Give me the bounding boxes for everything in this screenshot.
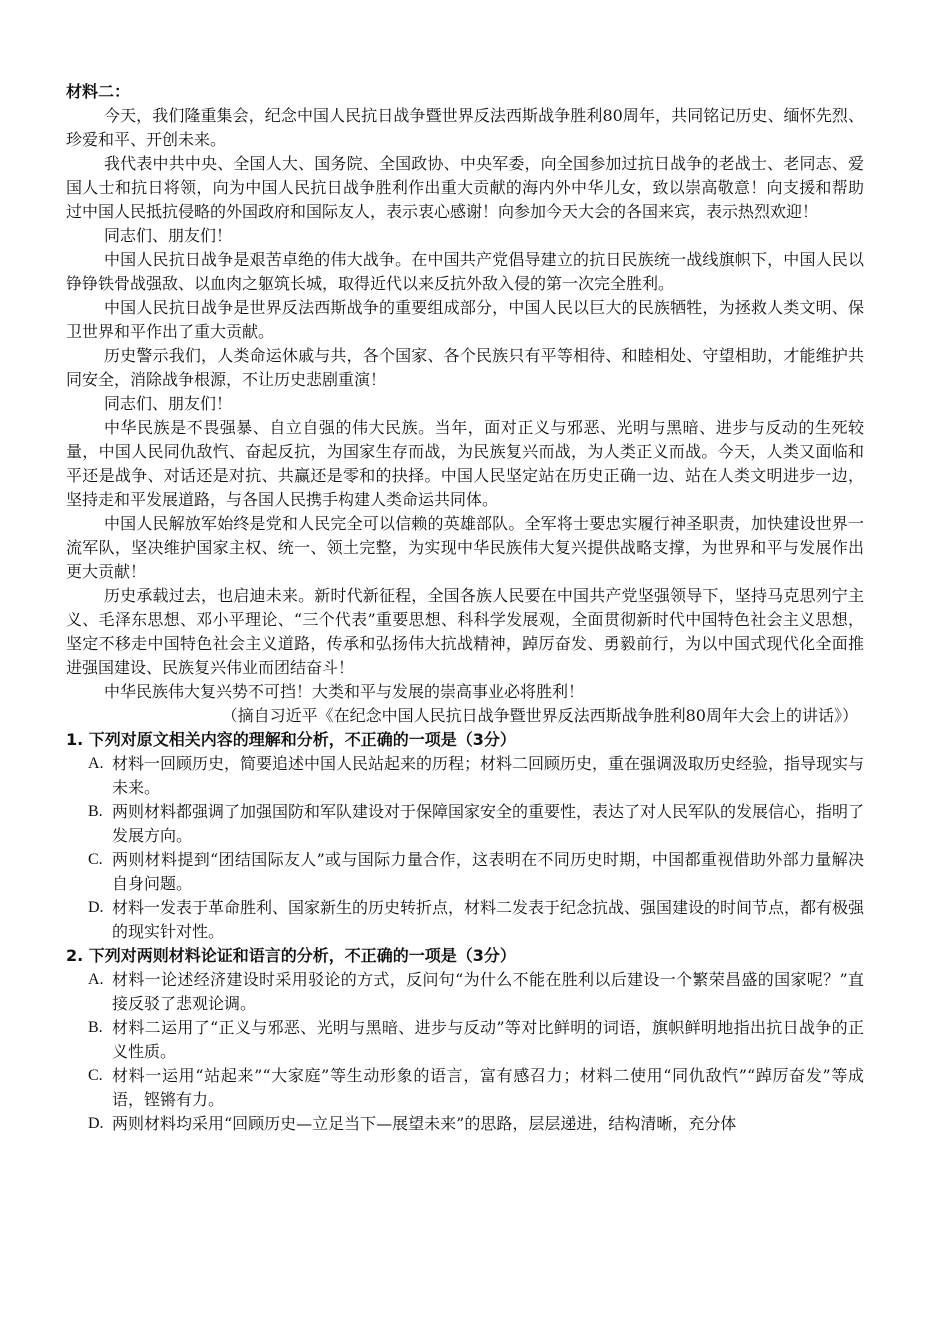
question-2-option-a	[66, 968, 864, 1016]
document-body	[66, 80, 864, 1136]
question-1-option-c	[66, 848, 864, 896]
option-text: 两则材料都强调了加强国防和军队建设对于保障国家安全的重要性，表达了对人民军队的发展信心，指明了发展方向。	[112, 802, 865, 845]
paragraph: 中华民族是不畏强暴、自立自强的伟大民族。当年，面对正义与邪恶、光明与黑暗、进步与反动的生死较量，中国人民同仇敌忾、奋起反抗，为国家生存而战，为民族复兴而战，为人类正义而战。今天，人类又面临和平还是战争、对话还是对抗、共赢还是零和的抉择。中国人民坚定站在历史正确一边、站在人类文明进步一边，坚持走和平发展道路，与各国人民携手构建人类命运共同体。	[66, 418, 864, 509]
question-2-option-d	[66, 1112, 864, 1136]
option-letter: B.	[88, 1019, 103, 1036]
paragraph: 同志们、朋友们！	[104, 394, 233, 413]
option-letter: A.	[88, 971, 104, 988]
material-title: 材料二：	[66, 82, 131, 101]
option-letter: C.	[88, 851, 103, 868]
question-1-option-d	[66, 896, 864, 944]
question-2-option-b	[66, 1016, 864, 1064]
option-letter: D.	[88, 899, 104, 916]
paragraph: 中华民族伟大复兴势不可挡！大类和平与发展的崇高事业必将胜利！	[104, 682, 585, 701]
question-2-stem: 2. 下列对两则材料论证和语言的分析，不正确的一项是（3分）	[66, 946, 516, 965]
option-text: 两则材料均采用“回顾历史—立足当下—展望未来”的思路，层层递进，结构清晰，充分体	[112, 1114, 737, 1133]
option-letter: D.	[88, 1115, 104, 1132]
question-1-option-b	[66, 800, 864, 848]
option-text: 材料二运用了“正义与邪恶、光明与黑暗、进步与反动”等对比鲜明的词语，旗帜鲜明地指出抗日战争的正义性质。	[112, 1018, 864, 1061]
option-text: 两则材料提到“团结国际友人”或与国际力量合作，这表明在不同历史时期，中国都重视借助外部力量解决自身问题。	[112, 850, 864, 893]
paragraph: 中国人民解放军始终是党和人民完全可以信赖的英雄部队。全军将士要忠实履行神圣职责，加快建设世界一流军队，坚决维护国家主权、统一、领土完整，为实现中华民族伟大复兴提供战略支撑，为世界和平与发展作出更大贡献！	[66, 514, 864, 581]
citation: （摘自习近平《在纪念中国人民抗日战争暨世界反法西斯战争胜利80周年大会上的讲话》）	[221, 706, 858, 725]
option-text: 材料一运用“站起来”“大家庭”等生动形象的语言，富有感召力；材料二使用“同仇敌忾”“踔厉奋发”等成语，铿锵有力。	[112, 1066, 864, 1109]
paragraph: 同志们、朋友们！	[104, 226, 233, 245]
question-1-option-a	[66, 752, 864, 800]
paragraph: 中国人民抗日战争是世界反法西斯战争的重要组成部分，中国人民以巨大的民族牺牲，为拯救人类文明、保卫世界和平作出了重大贡献。	[66, 298, 864, 341]
paragraph: 我代表中共中央、全国人大、国务院、全国政协、中央军委，向全国参加过抗日战争的老战士、老同志、爱国人士和抗日将领，向为中国人民抗日战争胜利作出重大贡献的海内外中华儿女，致以崇高敬意！向支援和帮助过中国人民抵抗侵略的外国政府和国际友人，表示衷心感谢！向参加今天大会的各国来宾，表示热烈欢迎！	[66, 154, 864, 221]
paragraph: 今天，我们隆重集会，纪念中国人民抗日战争暨世界反法西斯战争胜利80周年，共同铭记历史、缅怀先烈、珍爱和平、开创未来。	[66, 106, 864, 149]
paragraph: 历史警示我们，人类命运休戚与共，各个国家、各个民族只有平等相待、和睦相处、守望相助，才能维护共同安全，消除战争根源，不让历史悲剧重演！	[66, 346, 864, 389]
option-text: 材料一发表于革命胜利、国家新生的历史转折点，材料二发表于纪念抗战、强国建设的时间节点，都有极强的现实针对性。	[112, 898, 865, 941]
paragraph: 中国人民抗日战争是艰苦卓绝的伟大战争。在中国共产党倡导建立的抗日民族统一战线旗帜下，中国人民以铮铮铁骨战强敌、以血肉之躯筑长城，取得近代以来反抗外敌入侵的第一次完全胜利。	[66, 250, 864, 293]
option-letter: C.	[88, 1067, 103, 1084]
paragraph: 历史承载过去，也启迪未来。新时代新征程，全国各族人民要在中国共产党坚强领导下，坚持马克思列宁主义、毛泽东思想、邓小平理论、“三个代表”重要思想、科科学发展观，全面贯彻新时代中国特色社会主义思想，坚定不移走中国特色社会主义道路，传承和弘扬伟大抗战精神，踔厉奋发、勇毅前行，为以中国式现代化全面推进强国建设、民族复兴伟业而团结奋斗！	[66, 586, 864, 677]
option-letter: A.	[88, 755, 104, 772]
question-2-option-c	[66, 1064, 864, 1112]
question-1-stem: 1. 下列对原文相关内容的理解和分析，不正确的一项是（3分）	[66, 730, 516, 749]
option-text: 材料一论述经济建设时采用驳论的方式，反问句“为什么不能在胜利以后建设一个繁荣昌盛的国家呢？”直接反驳了悲观论调。	[112, 970, 864, 1013]
option-letter: B.	[88, 803, 103, 820]
option-text: 材料一回顾历史，简要追述中国人民站起来的历程；材料二回顾历史，重在强调汲取历史经验，指导现实与未来。	[112, 754, 865, 797]
